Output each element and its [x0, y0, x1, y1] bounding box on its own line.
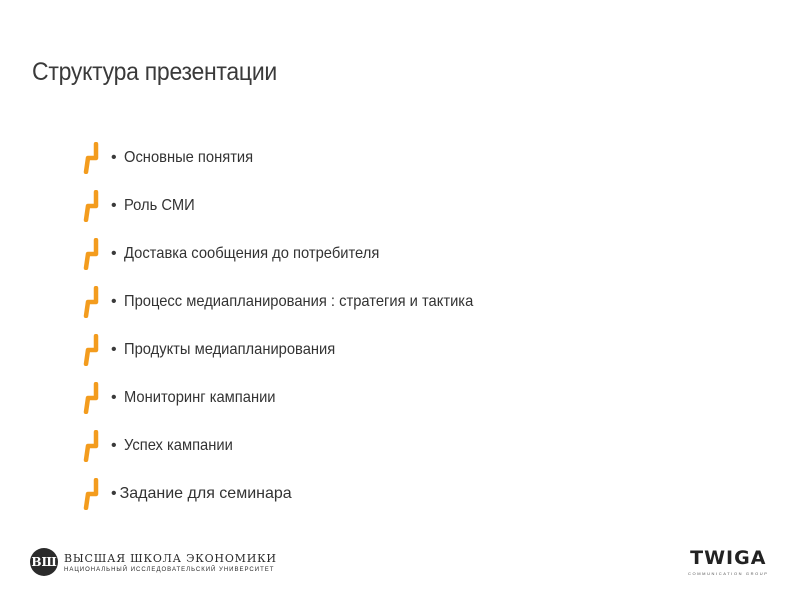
giraffe-icon: [80, 286, 102, 318]
agenda-item: [80, 326, 503, 374]
bullet: •: [111, 197, 117, 214]
giraffe-icon: [80, 334, 102, 366]
hse-text: [64, 552, 277, 573]
agenda-item-label: Роль СМИ: [123, 197, 195, 214]
agenda-item: [80, 374, 503, 422]
bullet: •: [111, 437, 117, 454]
agenda-item: [80, 182, 503, 230]
agenda-item-label: Успех кампании: [123, 437, 233, 454]
bullet: •: [111, 293, 117, 310]
bullet: •: [111, 245, 117, 262]
giraffe-icon: [80, 190, 102, 222]
agenda-item-label: Продукты медиапланирования: [123, 341, 335, 358]
giraffe-icon: [80, 142, 102, 174]
agenda-item-label: Доставка сообщения до потребителя: [123, 245, 379, 262]
agenda-list: [80, 134, 503, 518]
agenda-item-label: Мониторинг кампании: [123, 389, 276, 406]
giraffe-icon: [80, 382, 102, 414]
bullet: •: [111, 485, 117, 502]
twiga-logo: [688, 549, 769, 576]
hse-emblem-text: ВШ: [31, 555, 57, 569]
agenda-item: [80, 230, 503, 278]
twiga-name: TWIGA: [690, 547, 767, 569]
hse-emblem-icon: [30, 548, 58, 576]
agenda-item: [80, 134, 503, 182]
giraffe-icon: [80, 430, 102, 462]
agenda-item: [80, 278, 503, 326]
agenda-item-label: Задание для семинара: [119, 485, 292, 502]
hse-subtitle: НАЦИОНАЛЬНЫЙ ИССЛЕДОВАТЕЛЬСКИЙ УНИВЕРСИТЕТ: [64, 566, 275, 573]
giraffe-icon: [80, 238, 102, 270]
agenda-item-label: Процесс медиапланирования : стратегия и тактика: [123, 293, 473, 310]
hse-logo: [30, 548, 277, 576]
agenda-item: [80, 470, 503, 518]
twiga-subtitle: COMMUNICATION GROUP: [688, 571, 769, 576]
hse-name: ВЫСШАЯ ШКОЛА ЭКОНОМИКИ: [64, 551, 277, 565]
agenda-item-label: Основные понятия: [123, 149, 253, 166]
agenda-item: [80, 422, 503, 470]
giraffe-icon: [80, 478, 102, 510]
bullet: •: [111, 341, 117, 358]
bullet: •: [111, 149, 117, 166]
slide-title: Структура презентации: [32, 58, 277, 86]
bullet: •: [111, 389, 117, 406]
